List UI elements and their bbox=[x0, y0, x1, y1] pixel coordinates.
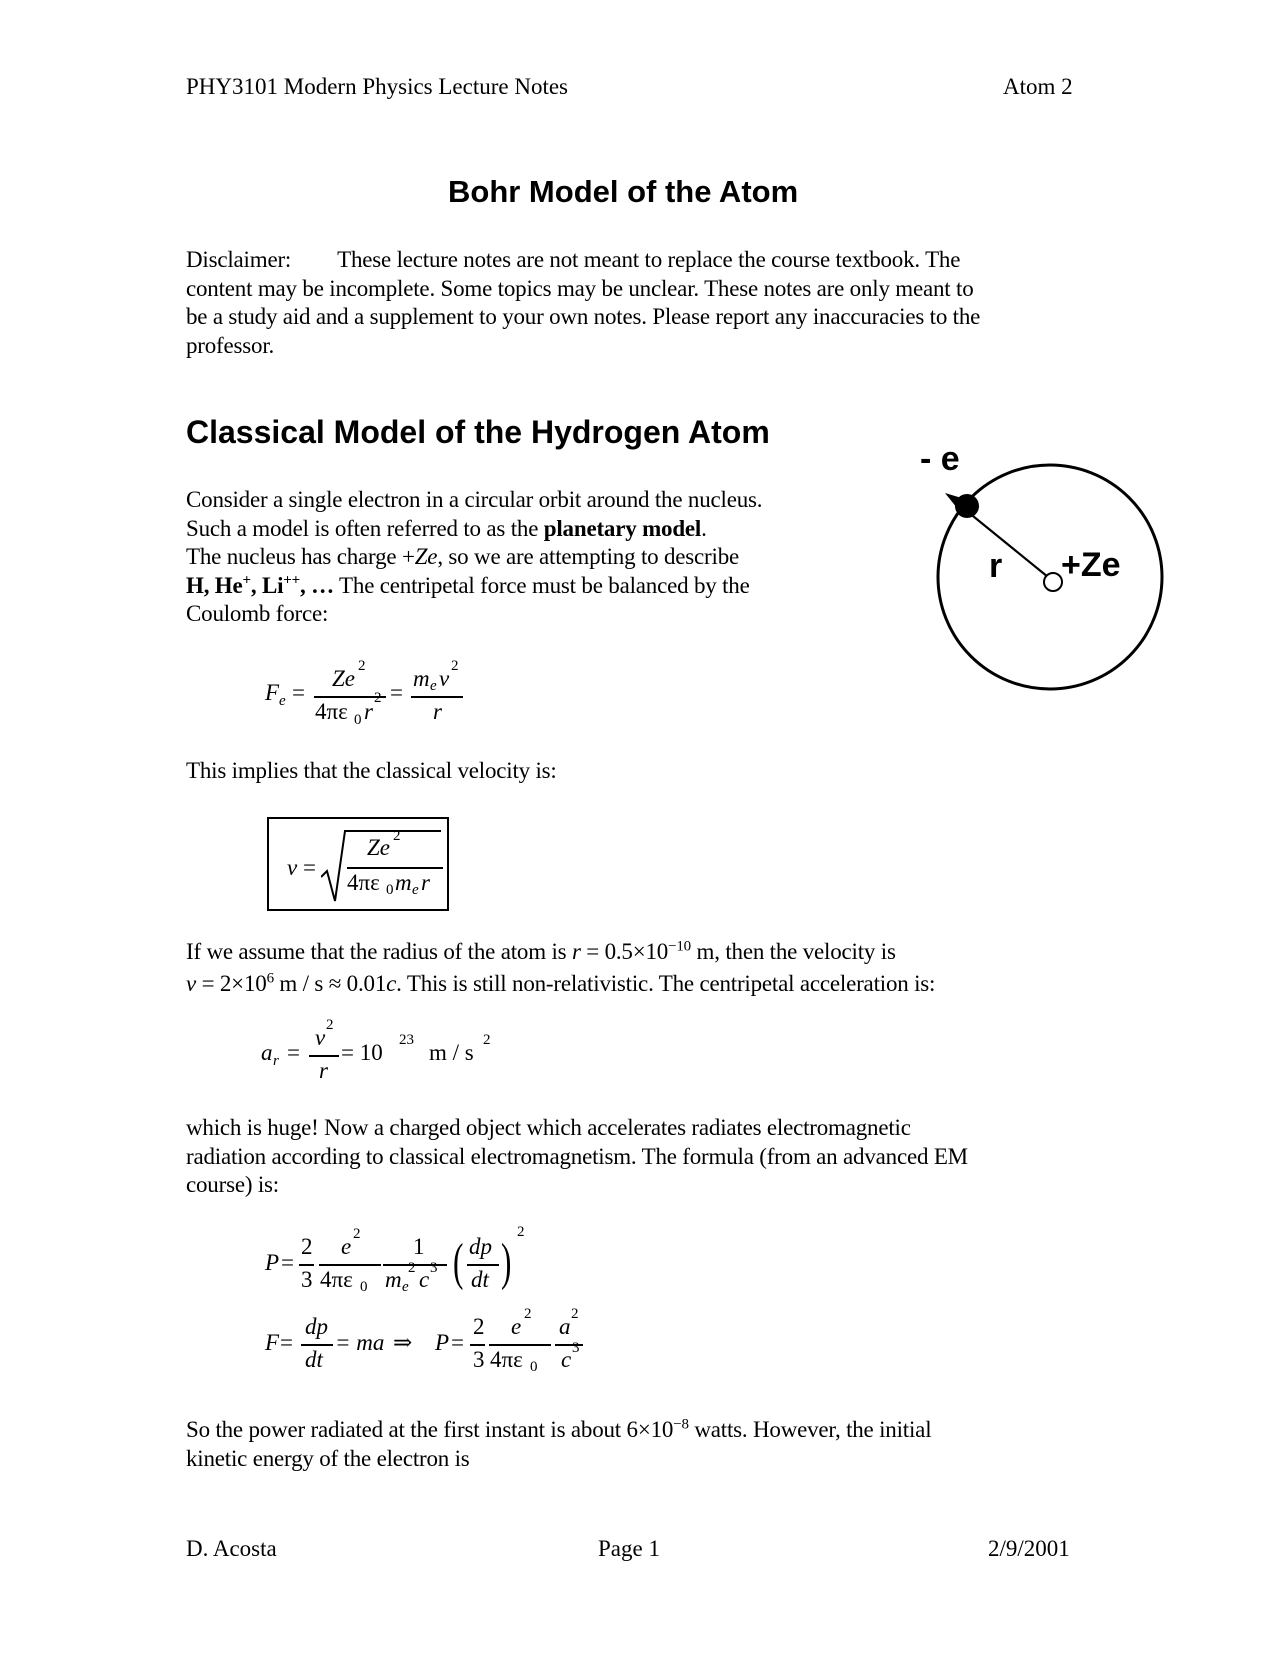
eq4-d3-m: m bbox=[385, 1267, 402, 1292]
power-line-1-end: watts. However, the initial bbox=[688, 1417, 932, 1442]
eq3-units-sup: 2 bbox=[483, 1032, 491, 1048]
eq1-num1: Ze bbox=[332, 666, 355, 691]
eq4-bar-4 bbox=[467, 1264, 499, 1266]
eq2-den-r: r bbox=[421, 870, 430, 895]
eq4-bar-1 bbox=[299, 1264, 314, 1266]
eq4-d2: 4πε bbox=[320, 1267, 353, 1292]
power-line-1-text: So the power radiated at the first instant is about 6×10 bbox=[186, 1417, 674, 1442]
disclaimer-line-4: professor. bbox=[186, 332, 275, 358]
eq4-d3-c: c bbox=[419, 1267, 430, 1292]
eq4-right-paren: ) bbox=[501, 1234, 512, 1291]
eq1-num2-v: v bbox=[439, 666, 450, 691]
disclaimer-line-3: be a study aid and a supplement to your own notes. Please report any inaccuracies to the bbox=[186, 304, 981, 329]
assume-c: c bbox=[386, 970, 397, 996]
power-exponent: −8 bbox=[673, 1416, 689, 1433]
eq5-bar-1 bbox=[301, 1344, 333, 1346]
eq1-fraction-bar-2 bbox=[411, 696, 463, 698]
eq1-den1: 4πε bbox=[315, 699, 348, 724]
nucleus-label: +Ze bbox=[1061, 546, 1121, 584]
power-line-1 bbox=[186, 1416, 1086, 1445]
eq1-F-sub: e bbox=[279, 693, 286, 709]
radius-label: r bbox=[989, 547, 1003, 585]
assume-line-2 bbox=[186, 970, 1086, 999]
eq1-den1-sup: 2 bbox=[374, 690, 382, 706]
planetary-atom-diagram bbox=[900, 440, 1180, 700]
eq4-n1: 2 bbox=[301, 1234, 313, 1259]
nucleus-dot bbox=[1044, 573, 1062, 591]
eq4-n4: dp bbox=[469, 1234, 492, 1259]
li-symbol: , Li bbox=[250, 572, 284, 598]
assume-paragraph bbox=[186, 938, 1086, 998]
eq5-d1: dt bbox=[305, 1347, 323, 1372]
intro-line-3-end: , so we are attempting to describe bbox=[437, 544, 740, 569]
eq3-a: a bbox=[261, 1040, 273, 1065]
header-section: Atom 2 bbox=[1003, 74, 1073, 99]
ellipsis: , … bbox=[300, 572, 334, 598]
power-paragraph bbox=[186, 1416, 1086, 1473]
eq4-d2-sub: 0 bbox=[360, 1279, 368, 1295]
footer-author: D. Acosta bbox=[186, 1536, 277, 1561]
intro-line-1: Consider a single electron in a circular orbit around the nucleus. bbox=[186, 487, 763, 512]
eq1-num2-sup: 2 bbox=[451, 658, 459, 674]
eq3-den: r bbox=[319, 1058, 328, 1083]
eq3-fraction-bar bbox=[309, 1055, 339, 1057]
disclaimer bbox=[186, 246, 1086, 360]
eq2-den-m: m bbox=[395, 870, 412, 895]
he-charge: + bbox=[242, 571, 251, 588]
electron-label: - e bbox=[920, 440, 960, 478]
radiation-line-3: course) is: bbox=[186, 1172, 279, 1197]
eq4-P: P bbox=[265, 1250, 280, 1275]
eq3-units: m / s bbox=[429, 1040, 474, 1065]
assume-velocity-value: = 2×10 bbox=[196, 970, 267, 996]
eq1-equals: = bbox=[292, 680, 305, 705]
assume-velocity-exponent: 6 bbox=[266, 969, 274, 986]
assume-radius-value: = 0.5×10 bbox=[580, 939, 669, 964]
coulomb-force-equation bbox=[262, 660, 492, 740]
eq4-d3-msup: 2 bbox=[408, 1260, 416, 1276]
eq5-n4: a bbox=[559, 1314, 571, 1339]
eq4-left-paren: ( bbox=[453, 1234, 464, 1291]
planetary-model-term: planetary model bbox=[543, 515, 702, 541]
eq2-num: Ze bbox=[367, 835, 390, 860]
eq2-den-msub: e bbox=[412, 882, 419, 898]
power-line-2: kinetic energy of the electron is bbox=[186, 1445, 470, 1471]
intro-paragraph bbox=[186, 486, 806, 629]
eq5-bar-3 bbox=[489, 1344, 551, 1346]
eq2-fraction-bar bbox=[347, 867, 443, 869]
eq1-F: F bbox=[265, 680, 280, 705]
radiation-paragraph bbox=[186, 1114, 1086, 1200]
eq2-num-sup: 2 bbox=[393, 828, 401, 844]
eq1-den1-r: r bbox=[364, 699, 373, 724]
intro-line-4-end: The centripetal force must be balanced by the bbox=[333, 572, 750, 598]
eq3-num: v bbox=[315, 1025, 326, 1050]
eq4-n2-sup: 2 bbox=[353, 1226, 361, 1242]
electron-dot bbox=[955, 494, 979, 518]
eq5-equals: = bbox=[280, 1330, 293, 1355]
hydrogen-like-list: H, He bbox=[186, 572, 243, 598]
eq5-ma: = ma bbox=[335, 1330, 385, 1355]
eq5-P: P bbox=[435, 1330, 450, 1355]
eq4-equals: = bbox=[281, 1250, 294, 1275]
eq1-num2-sub: e bbox=[430, 678, 437, 694]
intro-line-2-end: . bbox=[701, 515, 707, 541]
footer-page-number: Page 1 bbox=[598, 1536, 660, 1561]
radiation-line-2: radiation according to classical electromagnetism. The formula (from an advanced EM bbox=[186, 1143, 968, 1169]
li-charge: ++ bbox=[283, 571, 300, 588]
intro-line-2-text: Such a model is often referred to as the bbox=[186, 515, 544, 541]
eq5-equals-2: = bbox=[451, 1330, 464, 1355]
eq3-equals: = bbox=[287, 1040, 300, 1065]
eq1-equals-2: = bbox=[390, 680, 403, 705]
eq2-equals: = bbox=[303, 855, 316, 880]
ze-symbol: Ze bbox=[414, 544, 438, 569]
assume-v: v bbox=[186, 970, 197, 996]
eq5-n1: dp bbox=[305, 1314, 328, 1339]
eq3-rhs: = 10 bbox=[341, 1040, 383, 1065]
force-power-equation bbox=[263, 1306, 623, 1390]
eq4-bar-2 bbox=[319, 1264, 381, 1266]
section-heading: Classical Model of the Hydrogen Atom bbox=[186, 414, 770, 450]
eq4-n3: 1 bbox=[413, 1234, 425, 1259]
eq5-F: F bbox=[265, 1330, 280, 1355]
eq2-v: v bbox=[287, 855, 298, 880]
eq5-d2: 3 bbox=[473, 1347, 485, 1372]
velocity-equation-box bbox=[267, 817, 449, 911]
assume-line-1-end: m, then the velocity is bbox=[690, 939, 896, 964]
implies-text: This implies that the classical velocity is: bbox=[186, 758, 557, 783]
eq2-den-sub: 0 bbox=[386, 882, 394, 898]
assume-velocity-units: m / s ≈ 0.01 bbox=[273, 970, 387, 996]
eq4-d3-msub: e bbox=[402, 1279, 409, 1295]
assume-line-2-end: . This is still non-relativistic. The centripetal acceleration is: bbox=[396, 970, 936, 996]
assume-r: r bbox=[571, 939, 581, 964]
eq4-n2: e bbox=[341, 1234, 352, 1259]
assume-radius-exponent: −10 bbox=[668, 938, 691, 955]
intro-line-3-text: The nucleus has charge + bbox=[186, 544, 415, 569]
page-title: Bohr Model of the Atom bbox=[448, 174, 799, 209]
disclaimer-label: Disclaimer: bbox=[186, 247, 292, 272]
assume-line-1 bbox=[186, 938, 1086, 967]
footer-date: 2/9/2001 bbox=[988, 1536, 1070, 1561]
eq5-d3-sub: 0 bbox=[530, 1359, 538, 1375]
eq1-den2: r bbox=[433, 699, 442, 724]
acceleration-equation bbox=[259, 1017, 519, 1100]
eq3-rhs-sup: 23 bbox=[399, 1032, 414, 1048]
eq5-n4-sup: 2 bbox=[571, 1306, 579, 1322]
eq5-implies-arrow: ⇒ bbox=[393, 1330, 413, 1355]
eq4-d3-csup: 3 bbox=[430, 1260, 438, 1276]
eq5-bar-2 bbox=[470, 1344, 485, 1346]
eq3-a-sub: r bbox=[273, 1053, 279, 1069]
radiation-line-1: which is huge! Now a charged object which accelerates radiates electromagnetic bbox=[186, 1115, 911, 1140]
eq1-num1-sup: 2 bbox=[358, 658, 366, 674]
intro-line-3 bbox=[186, 543, 806, 572]
intro-line-5: Coulomb force: bbox=[186, 601, 329, 626]
eq5-d4: c bbox=[561, 1347, 572, 1372]
eq5-n2: 2 bbox=[473, 1314, 485, 1339]
eq4-outer-sup: 2 bbox=[517, 1224, 525, 1240]
disclaimer-line-2: content may be incomplete. Some topics may be unclear. These notes are only meant to bbox=[186, 275, 974, 301]
eq2-den: 4πε bbox=[347, 870, 380, 895]
eq1-num2-m: m bbox=[413, 666, 430, 691]
eq5-n3-sup: 2 bbox=[524, 1306, 532, 1322]
header-course: PHY3101 Modern Physics Lecture Notes bbox=[186, 74, 569, 99]
eq1-den1-sub: 0 bbox=[354, 712, 362, 728]
eq5-d3: 4πε bbox=[490, 1347, 523, 1372]
eq4-d1: 3 bbox=[301, 1267, 313, 1292]
larmor-equation bbox=[263, 1224, 533, 1310]
eq5-n3: e bbox=[511, 1314, 522, 1339]
intro-line-2 bbox=[186, 515, 806, 544]
intro-line-4 bbox=[186, 572, 806, 601]
eq3-num-sup: 2 bbox=[326, 1017, 334, 1033]
assume-line-1-text: If we assume that the radius of the atom is bbox=[186, 939, 572, 964]
eq4-d4: dt bbox=[471, 1267, 489, 1292]
disclaimer-line-1: These lecture notes are not meant to replace the course textbook. The bbox=[337, 247, 961, 272]
eq5-d4-sup: 3 bbox=[572, 1340, 580, 1356]
